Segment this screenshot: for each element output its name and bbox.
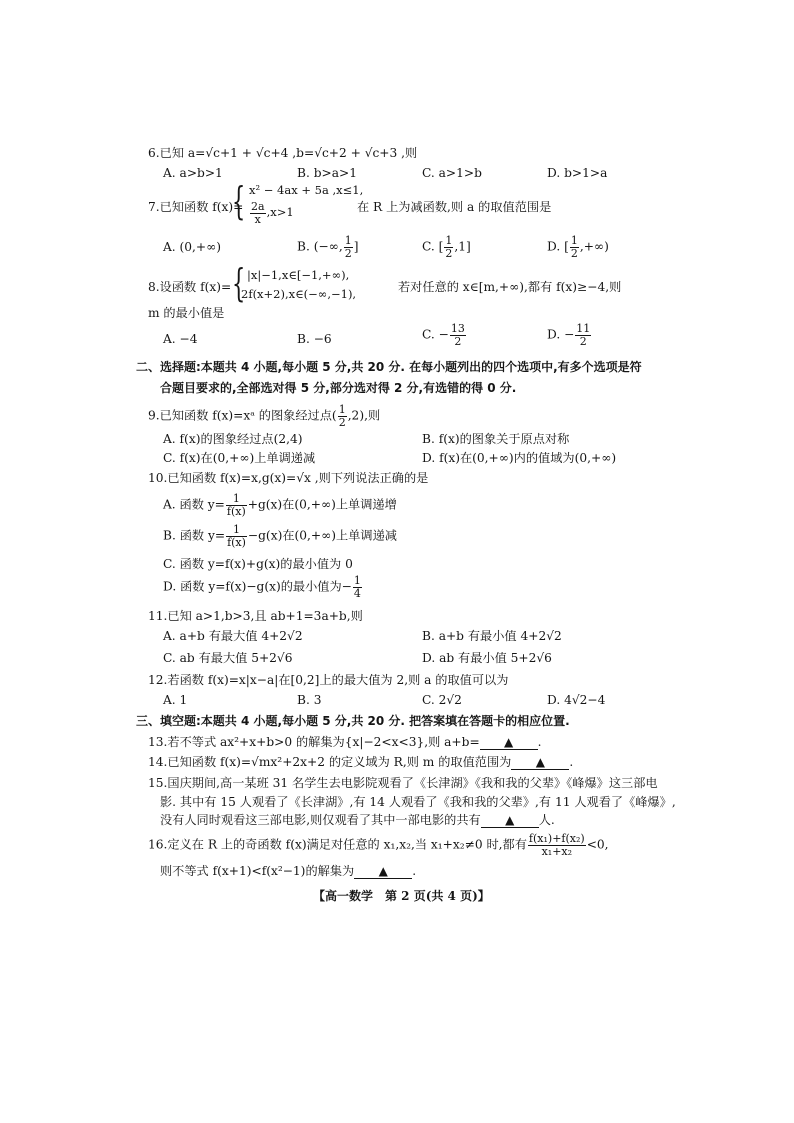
q15-answer-blank[interactable]: ▲ — [481, 814, 539, 828]
q7-b-post: ] — [353, 239, 359, 254]
q12-option-c: C. 2√2 — [422, 693, 462, 707]
q12-option-b: B. 3 — [297, 693, 322, 707]
q14-post: . — [569, 755, 574, 769]
q6-option-d: D. b>1>a — [547, 166, 608, 180]
q7-c-pre: C. [ — [422, 239, 444, 254]
q16-pre: 16.定义在 R 上的奇函数 f(x)满足对任意的 x₁,x₂,当 x₁+x₂≠0 时,都有 — [148, 837, 527, 852]
q12-option-a: A. 1 — [163, 693, 188, 707]
q7-d-fraction — [570, 235, 579, 259]
q12-stem: 12.若函数 f(x)=x|x−a|在[0,2]上的最大值为 2,则 a 的取值可以为 — [148, 673, 509, 687]
q7-d-post: ,+∞) — [579, 239, 609, 254]
q8-suffix: 若对任意的 x∈[m,+∞),都有 f(x)≥−4,则 — [398, 280, 622, 294]
q10-d-fraction — [353, 575, 362, 599]
q8-option-c — [422, 323, 467, 347]
q10-d-den: 4 — [353, 586, 361, 600]
q10-d-pre: D. 函数 y=f(x)−g(x)的最小值为− — [163, 579, 352, 594]
q16-post: <0, — [586, 837, 609, 852]
q16-line1 — [148, 833, 609, 857]
q10-a-den: f(x) — [226, 504, 246, 518]
q7-d-num: 1 — [570, 234, 578, 247]
q8-prefix: 8.设函数 f(x)= — [148, 280, 232, 294]
q11-stem: 11.已知 a>1,b>3,且 ab+1=3a+b,则 — [148, 609, 363, 623]
q15-line3-post: 人. — [538, 813, 555, 827]
q7-suffix: 在 R 上为减函数,则 a 的取值范围是 — [357, 200, 552, 214]
q14-pre: 14.已知函数 f(x)=√mx²+2x+2 的定义域为 R,则 m 的取值范围为 — [148, 755, 512, 769]
q7-option-b — [297, 235, 358, 259]
q11-option-d: D. ab 有最小值 5+2√6 — [422, 651, 552, 665]
q6-stem: 6.已知 a=√c+1 + √c+4 ,b=√c+2 + √c+3 ,则 — [148, 146, 418, 160]
q7-piece2-fraction — [250, 201, 266, 225]
q7-piece2 — [249, 201, 294, 225]
q16-num: f(x₁)+f(x₂) — [528, 832, 585, 845]
q10-b-fraction — [226, 524, 247, 548]
q9-option-a: A. f(x)的图象经过点(2,4) — [163, 432, 303, 446]
q6-option-a: A. a>b>1 — [163, 166, 223, 180]
q7-b-pre: B. (−∞, — [297, 239, 343, 254]
q7-b-fraction — [344, 235, 353, 259]
q7-c-post: ,1] — [454, 239, 471, 254]
q7-c-num: 1 — [445, 234, 453, 247]
q8-option-a: A. −4 — [163, 332, 198, 346]
q15-line3 — [160, 813, 555, 828]
q7-prefix: 7.已知函数 f(x)= — [148, 200, 244, 214]
q10-b-den: f(x) — [227, 535, 246, 549]
q13-answer-blank[interactable]: ▲ — [480, 736, 538, 750]
q16-line2 — [160, 864, 416, 879]
q11-option-c: C. ab 有最大值 5+2√6 — [163, 651, 293, 665]
section2-line2: 合题目要求的,全部选对得 5 分,部分选对得 2 分,有选错的得 0 分. — [160, 381, 517, 395]
q13-post: . — [537, 735, 542, 749]
q7-brace-icon: { — [232, 179, 246, 223]
q8-piece1: |x|−1,x∈[−1,+∞), — [247, 268, 350, 282]
q9-stem-fraction — [338, 404, 347, 428]
q10-b-post: −g(x)在(0,+∞)上单调递减 — [247, 528, 397, 543]
q8-brace-icon: { — [232, 261, 246, 305]
page-footer: 【高一数学 第 2 页(共 4 页)】 — [313, 889, 490, 903]
q7-d-pre: D. [ — [547, 239, 569, 254]
q7-option-a: A. (0,+∞) — [163, 240, 222, 254]
q6-option-b: B. b>a>1 — [297, 166, 357, 180]
q14-line — [148, 755, 573, 770]
q9-stem — [148, 404, 380, 428]
q9-stem-post: ,2),则 — [347, 408, 381, 423]
q8-option-d — [547, 323, 592, 347]
q7-piece2-den: x — [254, 212, 261, 226]
q16-answer-blank[interactable]: ▲ — [354, 865, 412, 879]
q7-c-den: 2 — [445, 246, 453, 260]
q15-line3-pre: 没有人同时观看这三部电影,则仅观看了其中一部电影的共有 — [160, 813, 481, 827]
q7-option-d — [547, 235, 609, 259]
q10-b-pre: B. 函数 y= — [163, 528, 226, 543]
q13-pre: 13.若不等式 ax²+x+b>0 的解集为{x|−2<x<3},则 a+b= — [148, 735, 480, 749]
q12-option-d: D. 4√2−4 — [547, 693, 606, 707]
q8-piece2: 2f(x+2),x∈(−∞,−1), — [241, 287, 357, 301]
q8-c-den: 2 — [454, 334, 462, 348]
q15-line2: 影. 其中有 15 人观看了《长津湖》,有 14 人观看了《我和我的父辈》,有 11 人观看了《峰爆》, — [160, 795, 676, 809]
q10-option-a — [163, 493, 397, 517]
q6-option-c: C. a>1>b — [422, 166, 482, 180]
q10-option-d — [163, 575, 363, 599]
q8-line2: m 的最小值是 — [148, 306, 225, 320]
q8-d-den: 2 — [579, 334, 587, 348]
q7-c-fraction — [444, 235, 453, 259]
q10-a-fraction — [226, 493, 247, 517]
q7-b-den: 2 — [344, 246, 352, 260]
q8-c-pre: C. − — [422, 327, 449, 342]
q10-d-num: 1 — [353, 574, 361, 587]
q9-stem-num: 1 — [338, 403, 346, 416]
q9-option-d: D. f(x)在(0,+∞)内的值域为(0,+∞) — [422, 451, 617, 465]
q7-piece2-tail: ,x>1 — [266, 205, 294, 220]
q7-d-den: 2 — [570, 246, 578, 260]
q8-d-pre: D. − — [547, 327, 575, 342]
q9-option-b: B. f(x)的图象关于原点对称 — [422, 432, 570, 446]
q10-option-b — [163, 524, 397, 548]
q10-option-c: C. 函数 y=f(x)+g(x)的最小值为 0 — [163, 557, 353, 571]
q9-stem-den: 2 — [338, 415, 346, 429]
section2-line1: 二、选择题:本题共 4 小题,每小题 5 分,共 20 分. 在每小题列出的四个选项中,有多个选项是符 — [136, 360, 642, 374]
q7-piece1: x² − 4ax + 5a ,x≤1, — [249, 183, 364, 197]
q16-line2-post: . — [412, 864, 417, 878]
q7-piece2-num: 2a — [251, 200, 265, 213]
q10-b-num: 1 — [226, 524, 247, 537]
q9-option-c: C. f(x)在(0,+∞)上单调递减 — [163, 451, 316, 465]
q11-option-b: B. a+b 有最小值 4+2√2 — [422, 629, 562, 643]
q8-c-fraction — [450, 323, 466, 347]
q13-line — [148, 735, 542, 750]
q8-option-b: B. −6 — [297, 332, 332, 346]
q16-fraction — [528, 833, 586, 857]
q11-option-a: A. a+b 有最大值 4+2√2 — [163, 629, 303, 643]
section3-line1: 三、填空题:本题共 4 小题,每小题 5 分,共 20 分. 把答案填在答题卡的相应位置. — [136, 714, 570, 728]
q8-d-fraction — [575, 323, 591, 347]
q8-c-num: 13 — [450, 322, 465, 335]
q16-den: x₁+x₂ — [541, 844, 573, 858]
q10-a-post: +g(x)在(0,+∞)上单调递增 — [247, 497, 397, 512]
q7-b-num: 1 — [344, 234, 352, 247]
q8-d-num: 11 — [576, 322, 591, 335]
q10-a-pre: A. 函数 y= — [163, 497, 225, 512]
q15-line1: 15.国庆期间,高一某班 31 名学生去电影院观看了《长津湖》《我和我的父辈》《峰爆》这三部电 — [148, 776, 658, 790]
q16-line2-pre: 则不等式 f(x+1)<f(x²−1)的解集为 — [160, 864, 355, 878]
q7-option-c — [422, 235, 471, 259]
q14-answer-blank[interactable]: ▲ — [511, 756, 569, 770]
q9-stem-pre: 9.已知函数 f(x)=xᵃ 的图象经过点( — [148, 408, 337, 423]
q10-a-num: 1 — [226, 493, 247, 506]
q10-stem: 10.已知函数 f(x)=x,g(x)=√x ,则下列说法正确的是 — [148, 471, 429, 485]
